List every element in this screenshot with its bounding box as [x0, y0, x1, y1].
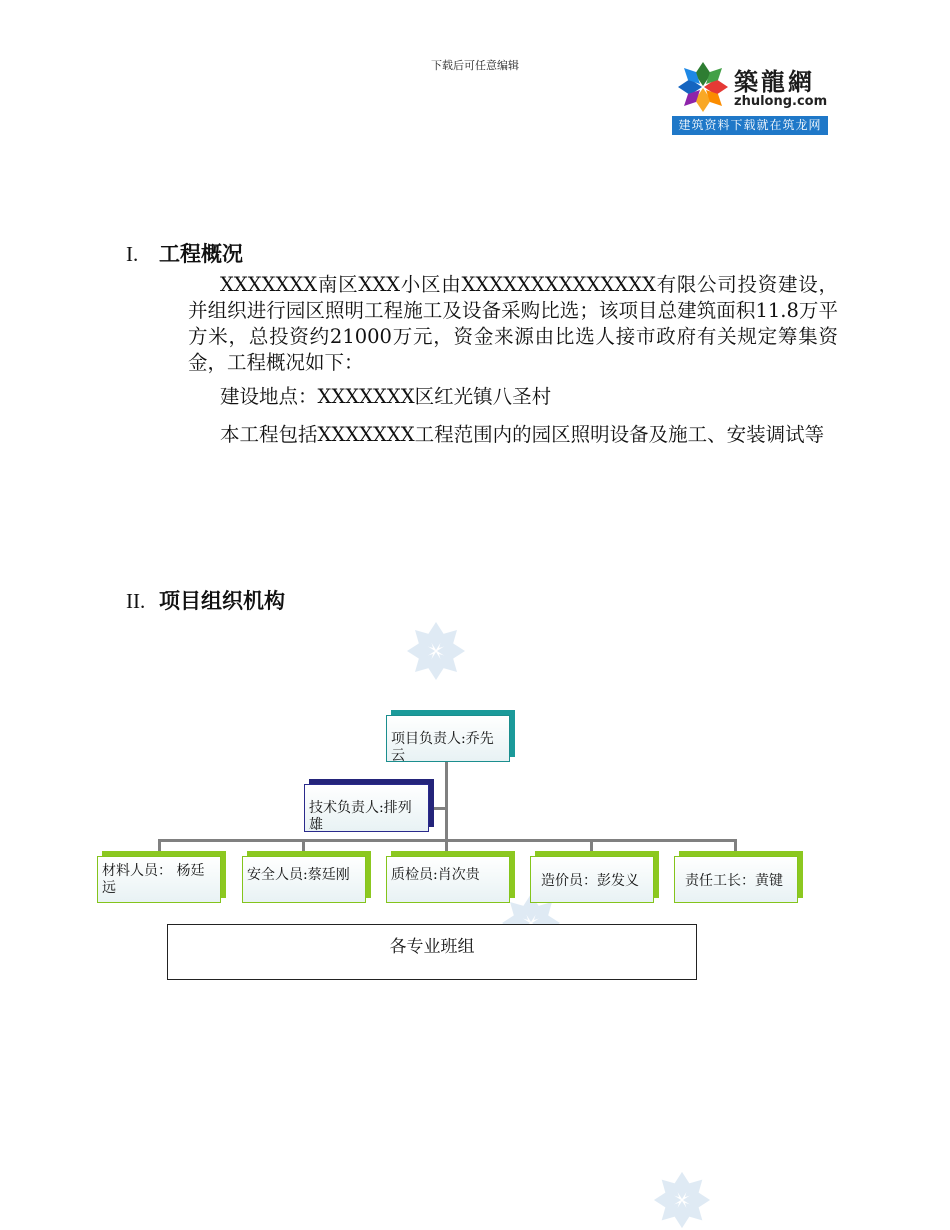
snowflake-watermark-icon [405, 620, 467, 682]
org-drop-line [302, 839, 305, 855]
org-staff-box-safety: 安全人员:蔡廷刚 [242, 856, 366, 903]
org-drop-line [734, 839, 737, 855]
snowflake-watermark-icon [652, 1170, 712, 1230]
logo-name: 築龍網 [734, 67, 815, 96]
org-trunk-line [445, 762, 448, 841]
header-note: 下载后可任意编辑 [431, 59, 519, 72]
org-drop-line [445, 839, 448, 855]
section2-number: II. [126, 589, 146, 613]
section1-heading [126, 238, 243, 268]
org-teams-box: 各专业班组 [167, 924, 697, 980]
section1-title: 工程概况 [159, 242, 243, 266]
logo-mark-icon [676, 60, 730, 114]
org-manager-box: 项目负责人:乔先云 [386, 715, 510, 762]
scope-paragraph: 本工程包括XXXXXXX工程范围内的园区照明设备及施工、安装调试等 [220, 423, 825, 446]
org-tech-branch-line [430, 807, 446, 810]
org-drop-line [590, 839, 593, 855]
org-drop-line [158, 839, 161, 855]
logo-domain: zhulong.com [734, 94, 828, 109]
org-staff-box-materials: 材料人员： 杨廷远 [97, 856, 221, 903]
org-staff-box-quality: 质检员:肖次贵 [386, 856, 510, 903]
section2-heading [126, 585, 285, 615]
location-paragraph: 建设地点：XXXXXXX区红光镇八圣村 [220, 385, 552, 408]
section2-title: 项目组织机构 [159, 589, 285, 613]
section1-number: I. [126, 242, 139, 266]
zhulong-logo [672, 56, 828, 136]
org-technical-box: 技术负责人:排列雄 [304, 784, 429, 832]
overview-paragraph: XXXXXXX南区XXX小区由XXXXXXXXXXXXXX有限公司投资建设，并组织进行园区照明工程施工及设备采购比选；该项目总建筑面积11.8万平方米，总投资约21000万元，资金来源由比选人接市政府有关规定筹集资金，工程概况如下： [188, 273, 838, 374]
org-staff-box-foreman: 责任工长：黄键 [674, 856, 798, 903]
org-staff-box-cost: 造价员：彭发义 [530, 856, 654, 903]
logo-slogan: 建筑资料下载就在筑龙网 [672, 116, 828, 135]
